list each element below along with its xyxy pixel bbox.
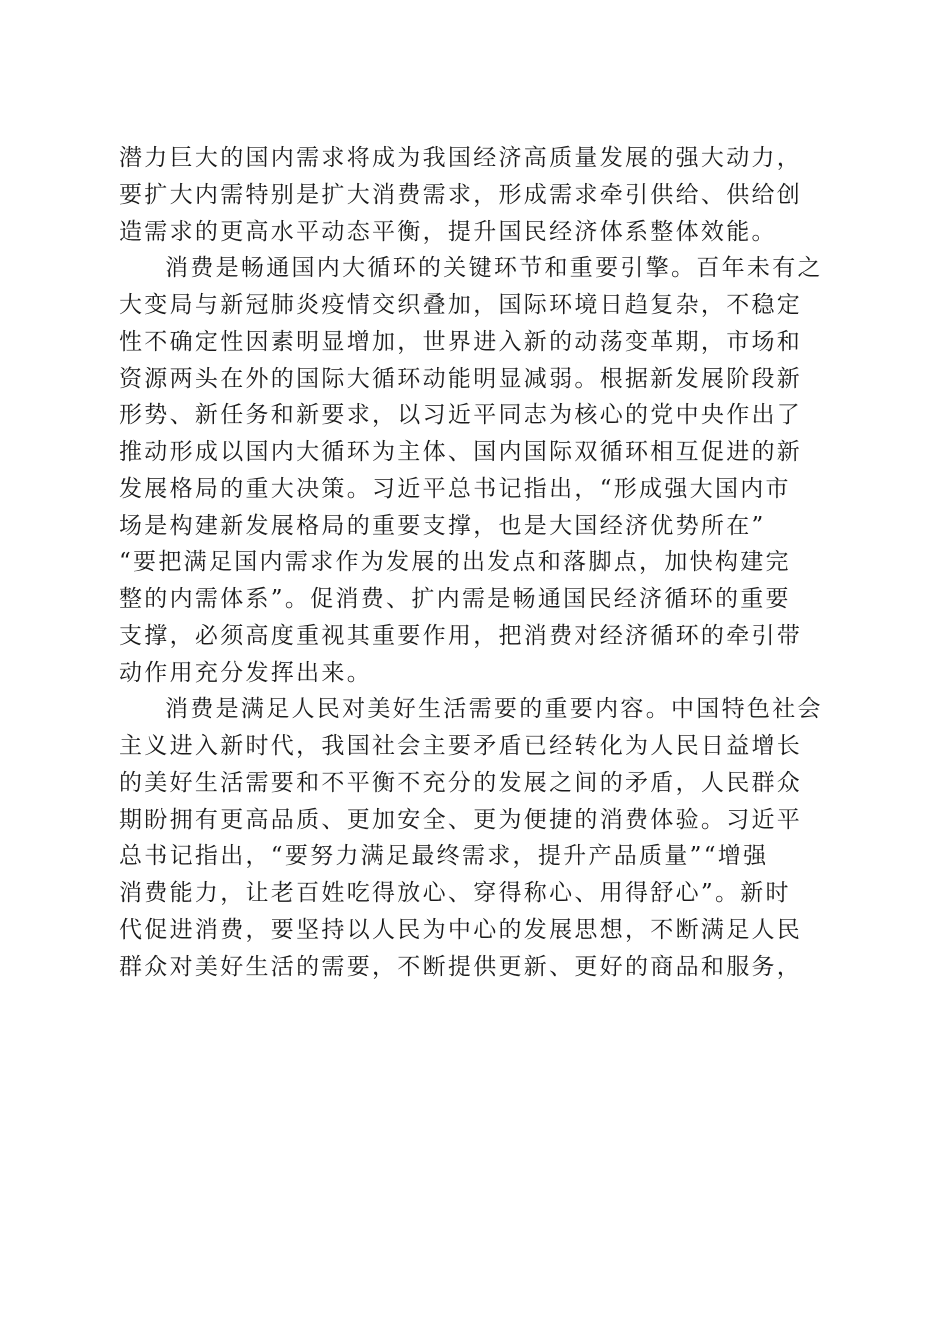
- text-line: 要扩大内需特别是扩大消费需求，形成需求牵引供给、供给创: [119, 181, 803, 208]
- text-line: 大变局与新冠肺炎疫情交织叠加，国际环境日趋复杂，不稳定: [119, 292, 803, 318]
- text-line: 场是构建新发展格局的重要支撑，也是大国经济优势所在”: [119, 512, 766, 539]
- text-line: “要把满足国内需求作为发展的出发点和落脚点，加快构建完: [119, 549, 791, 576]
- text-line: 造需求的更高水平动态平衡，提升国民经济体系整体效能。: [119, 218, 777, 245]
- text-line: 推动形成以国内大循环为主体、国内国际双循环相互促进的新: [119, 439, 803, 465]
- text-line: 潜力巨大的国内需求将成为我国经济高质量发展的强大动力，: [119, 145, 803, 171]
- text-line: 消费是满足人民对美好生活需要的重要内容。中国特色社会: [165, 696, 823, 723]
- text-line: 发展格局的重大决策。习近平总书记指出，“形成强大国内市: [119, 475, 791, 502]
- text-line: 代促进消费，要坚持以人民为中心的发展思想，不断满足人民: [119, 916, 803, 943]
- text-line: 期盼拥有更高品质、更加安全、更为便捷的消费体验。习近平: [119, 806, 803, 833]
- text-line: 动作用充分发挥出来。: [119, 659, 372, 686]
- text-line: 消费是畅通国内大循环的关键环节和重要引擎。百年未有之: [165, 255, 823, 282]
- text-line: 资源两头在外的国际大循环动能明显减弱。根据新发展阶段新: [119, 365, 803, 392]
- paragraph-3: [119, 691, 831, 985]
- text-line: 总书记指出，“要努力满足最终需求，提升产品质量”“增强: [119, 843, 769, 870]
- text-line: 群众对美好生活的需要，不断提供更新、更好的商品和服务，: [119, 953, 803, 980]
- text-line: 主义进入新时代，我国社会主要矛盾已经转化为人民日益增长: [119, 733, 803, 759]
- text-line: 消费能力，让老百姓吃得放心、穿得称心、用得舒心”。新时: [119, 880, 791, 906]
- paragraph-2: [119, 250, 831, 691]
- text-line: 的美好生活需要和不平衡不充分的发展之间的矛盾，人民群众: [119, 769, 803, 796]
- text-line: 性不确定性因素明显增加，世界进入新的动荡变革期，市场和: [119, 328, 803, 355]
- text-line: 整的内需体系”。促消费、扩内需是畅通国民经济循环的重要: [119, 586, 791, 612]
- body-text: [119, 140, 831, 985]
- text-line: 支撑，必须高度重视其重要作用，把消费对经济循环的牵引带: [119, 622, 803, 649]
- paragraph-1: [119, 140, 831, 250]
- text-line: 形势、新任务和新要求，以习近平同志为核心的党中央作出了: [119, 402, 803, 429]
